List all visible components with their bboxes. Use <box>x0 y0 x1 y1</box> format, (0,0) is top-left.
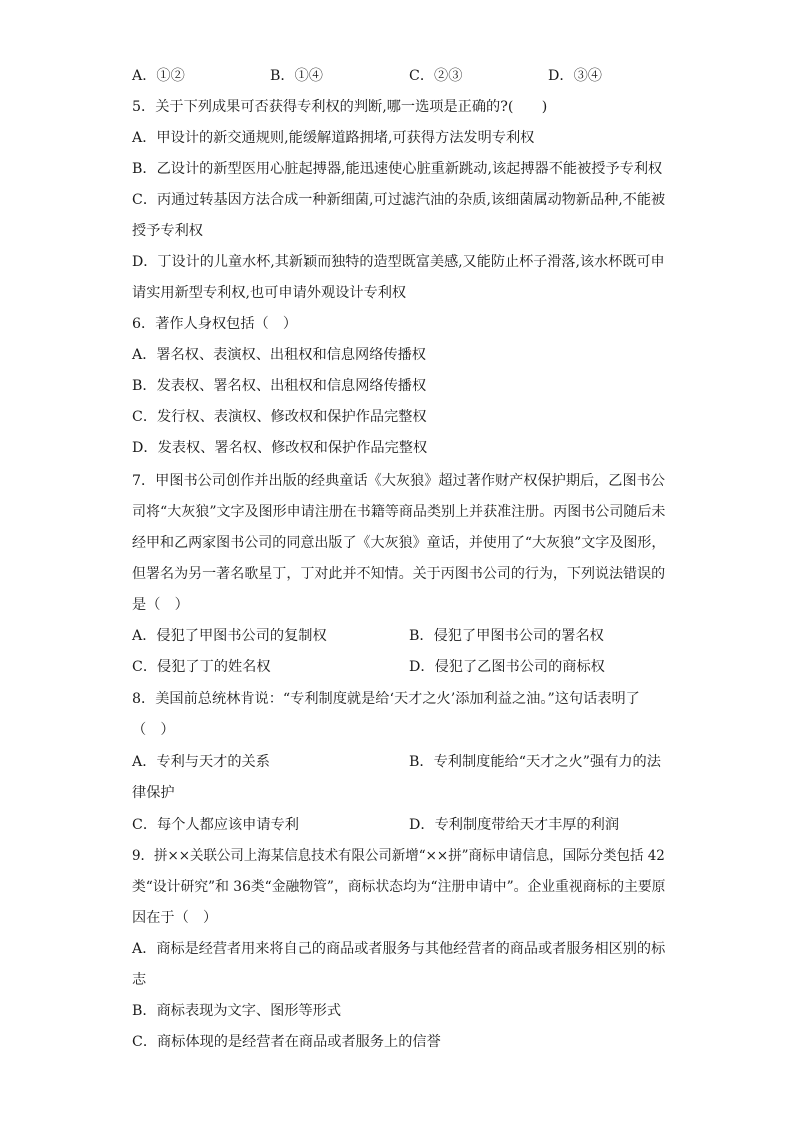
q7-stem-line4: 但署名为另一著名歌星丁，丁对此并不知情。关于丙图书公司的行为，下列说法错误的 <box>132 566 666 582</box>
q6-stem: 6．著作人身权包括（ ） <box>132 316 298 332</box>
q5-option-c: C．丙通过转基因方法合成一种新细菌,可过滤汽油的杂质,该细菌属动物新品种,不能被 <box>132 192 666 208</box>
q9-stem-line2: 类“设计研究”和 36类“金融物管”，商标状态均为“注册申请中”。企业重视商标的主要原 <box>132 879 666 895</box>
q5-option-d: D．丁设计的儿童水杯,其新颖而独特的造型既富美感,又能防止杯子滑落,该水杯既可申 <box>132 254 665 270</box>
q7-option-d: D．侵犯了乙图书公司的商标权 <box>409 659 605 675</box>
q5-option-d-cont: 请实用新型专利权,也可申请外观设计专利权 <box>132 285 407 301</box>
q6-option-b: B．发表权、署名权、出租权和信息网络传播权 <box>132 378 427 394</box>
q9-option-c: C．商标体现的是经营者在商品或者服务上的信誉 <box>132 1034 441 1050</box>
q5-option-b: B．乙设计的新型医用心脏起搏器,能迅速使心脏重新跳动,该起搏器不能被授予专利权 <box>132 161 663 177</box>
q5-stem: 5．关于下列成果可否获得专利权的判断,哪一选项是正确的?( ) <box>132 99 548 115</box>
q7-stem-line5: 是（ ） <box>132 597 189 613</box>
q4-option-d: D．③④ <box>548 68 602 84</box>
q9-option-a-cont: 志 <box>132 972 147 988</box>
q4-option-c: C．②③ <box>409 68 463 84</box>
q7-stem-line1: 7．甲图书公司创作并出版的经典童话《大灰狼》超过著作财产权保护期后，乙图书公 <box>132 473 665 489</box>
q9-option-a: A．商标是经营者用来将自己的商品或者服务与其他经营者的商品或者服务相区别的标 <box>132 941 666 957</box>
q8-option-c: C．每个人都应该申请专利 <box>132 817 299 833</box>
q5-option-c-cont: 授予专利权 <box>132 223 203 239</box>
q4-option-a: A．①② <box>132 68 185 84</box>
q8-stem-line1: 8．美国前总统林肯说：“专利制度就是给‘天才之火’添加利益之油。”这句话表明了 <box>132 691 640 707</box>
q7-option-a: A．侵犯了甲图书公司的复制权 <box>132 628 327 644</box>
q8-option-d: D．专利制度带给天才丰厚的利润 <box>409 817 620 833</box>
q8-option-b-cont: 律保护 <box>132 785 175 801</box>
q7-stem-line2: 司将“大灰狼”文字及图形申请注册在书籍等商品类别上并获准注册。丙图书公司随后未 <box>132 504 666 520</box>
q4-option-b: B．①④ <box>270 68 323 84</box>
q6-option-d: D．发表权、署名权、修改权和保护作品完整权 <box>132 440 428 456</box>
q9-option-b: B．商标表现为文字、图形等形式 <box>132 1003 342 1019</box>
q5-option-a: A．甲设计的新交通规则,能缓解道路拥堵,可获得方法发明专利权 <box>132 130 535 146</box>
q9-stem-line3: 因在于（ ） <box>132 910 218 926</box>
q6-option-c: C．发行权、表演权、修改权和保护作品完整权 <box>132 409 427 425</box>
q8-stem-line2: （ ） <box>132 722 175 738</box>
q8-option-b: B．专利制度能给“天才之火”强有力的法 <box>409 754 661 770</box>
q8-option-a: A．专利与天才的关系 <box>132 754 270 770</box>
q9-stem-line1: 9．拼××关联公司上海某信息技术有限公司新增“××拼”商标申请信息，国际分类包括 42 <box>132 848 665 864</box>
q7-option-b: B．侵犯了甲图书公司的署名权 <box>409 628 604 644</box>
q6-option-a: A．署名权、表演权、出租权和信息网络传播权 <box>132 347 426 363</box>
q7-option-c: C．侵犯了丁的姓名权 <box>132 659 271 675</box>
q7-stem-line3: 经甲和乙两家图书公司的同意出版了《大灰狼》童话，并使用了“大灰狼”文字及图形， <box>132 535 666 551</box>
